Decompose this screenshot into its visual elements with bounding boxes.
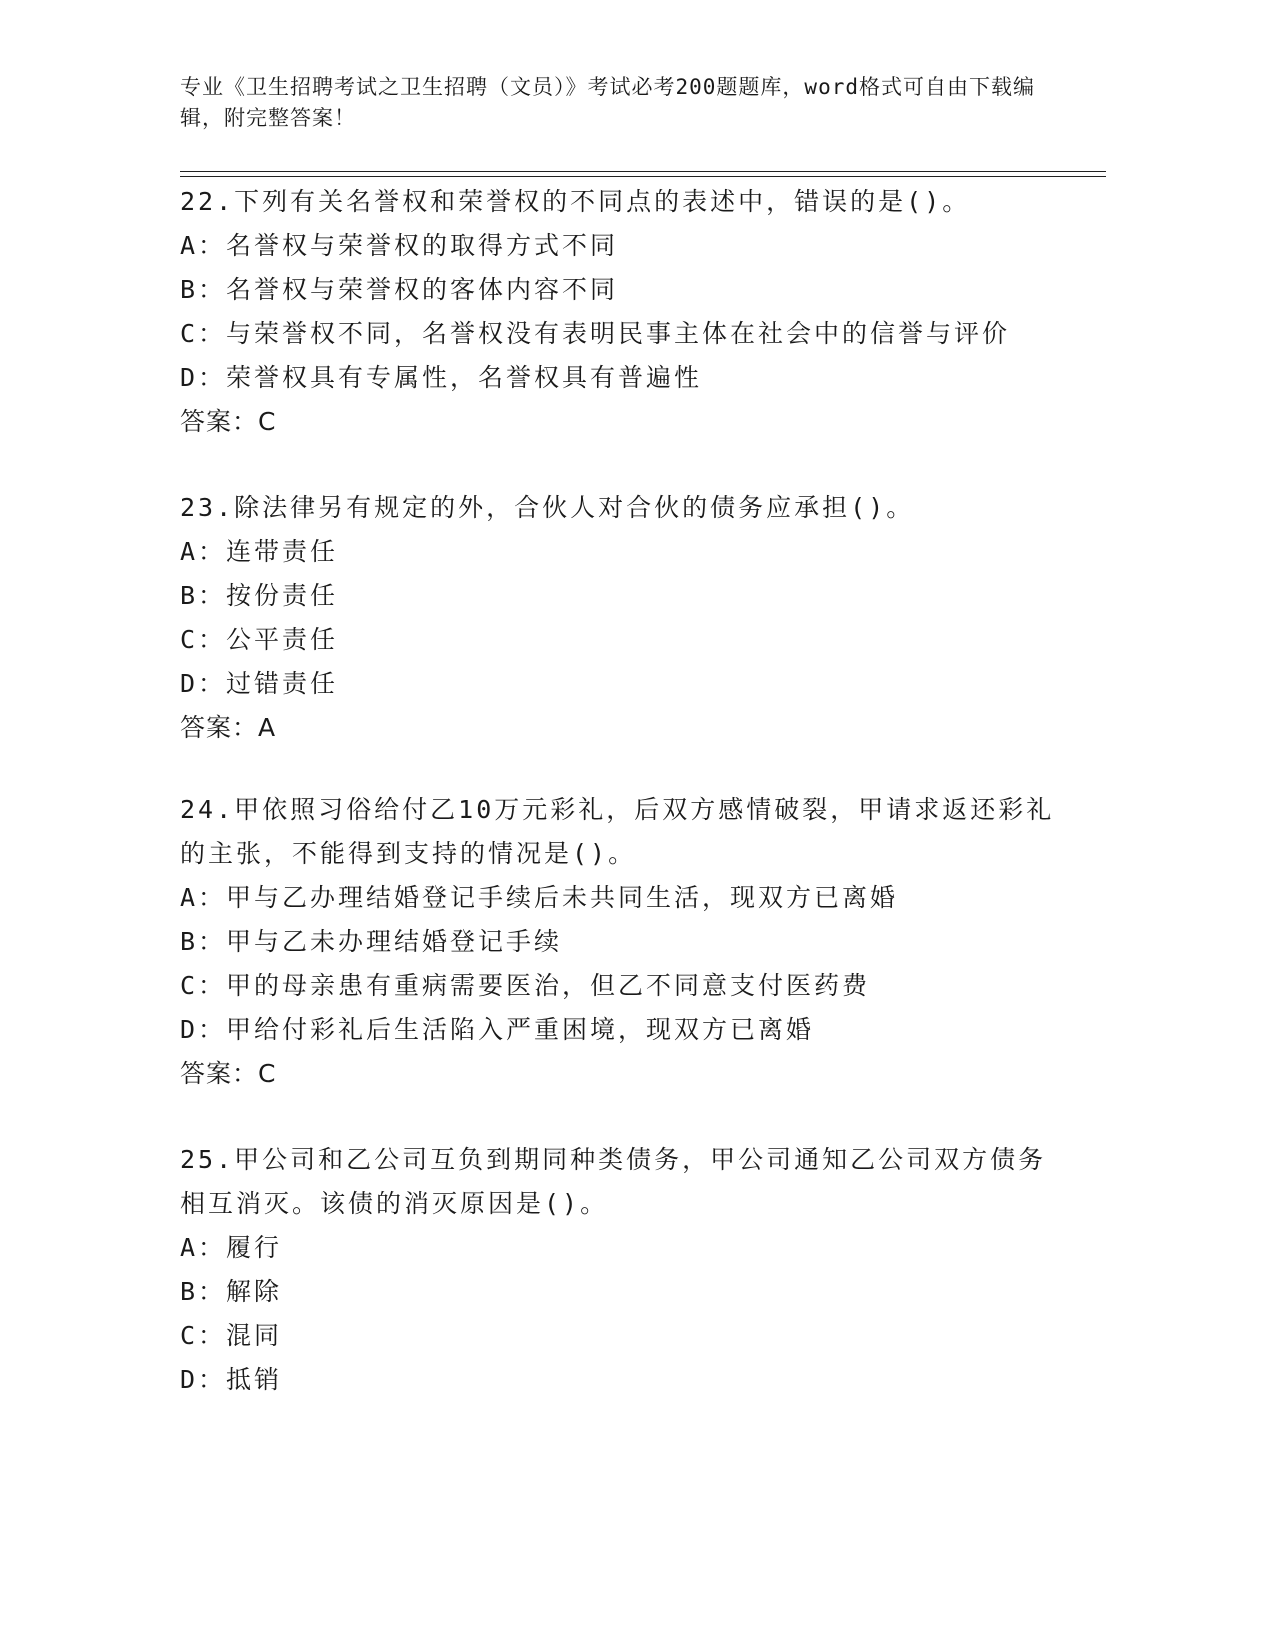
question-block — [180, 788, 1060, 1096]
answer-line: 答案：C — [180, 1059, 277, 1088]
question-stem: 22.下列有关名誉权和荣誉权的不同点的表述中，错误的是()。 — [180, 187, 971, 216]
option-c: C：与荣誉权不同，名誉权没有表明民事主体在社会中的信誉与评价 — [180, 319, 1011, 348]
option-b: B：按份责任 — [180, 581, 339, 610]
question-block — [180, 1138, 1060, 1402]
document-header: 专业《卫生招聘考试之卫生招聘（文员）》考试必考200题题库，word格式可自由下载编辑，附完整答案！ — [180, 75, 1035, 130]
header-divider — [180, 176, 1106, 177]
option-c: C：公平责任 — [180, 625, 339, 654]
option-d: D：抵销 — [180, 1365, 283, 1394]
option-b: B：甲与乙未办理结婚登记手续 — [180, 927, 563, 956]
option-a: A：名誉权与荣誉权的取得方式不同 — [180, 231, 619, 260]
answer-line: 答案：C — [180, 407, 277, 436]
option-d: D：荣誉权具有专属性，名誉权具有普遍性 — [180, 363, 703, 392]
option-c: C：甲的母亲患有重病需要医治，但乙不同意支付医药费 — [180, 971, 871, 1000]
question-stem: 25.甲公司和乙公司互负到期同种类债务，甲公司通知乙公司双方债务相互消灭。该债的消灭原因是()。 — [180, 1145, 1047, 1218]
option-d: D：甲给付彩礼后生活陷入严重困境，现双方已离婚 — [180, 1015, 815, 1044]
option-c: C：混同 — [180, 1321, 283, 1350]
question-block — [180, 180, 1060, 444]
header-divider — [180, 171, 1106, 172]
answer-line: 答案：A — [180, 713, 277, 742]
option-b: B：名誉权与荣誉权的客体内容不同 — [180, 275, 619, 304]
option-a: A：甲与乙办理结婚登记手续后未共同生活，现双方已离婚 — [180, 883, 899, 912]
option-a: A：连带责任 — [180, 537, 339, 566]
question-stem: 24.甲依照习俗给付乙10万元彩礼，后双方感情破裂，甲请求返还彩礼的主张，不能得到支持的情况是()。 — [180, 795, 1055, 868]
option-a: A：履行 — [180, 1233, 283, 1262]
question-stem: 23.除法律另有规定的外，合伙人对合伙的债务应承担()。 — [180, 493, 915, 522]
question-block — [180, 486, 1060, 750]
option-d: D：过错责任 — [180, 669, 339, 698]
option-b: B：解除 — [180, 1277, 283, 1306]
